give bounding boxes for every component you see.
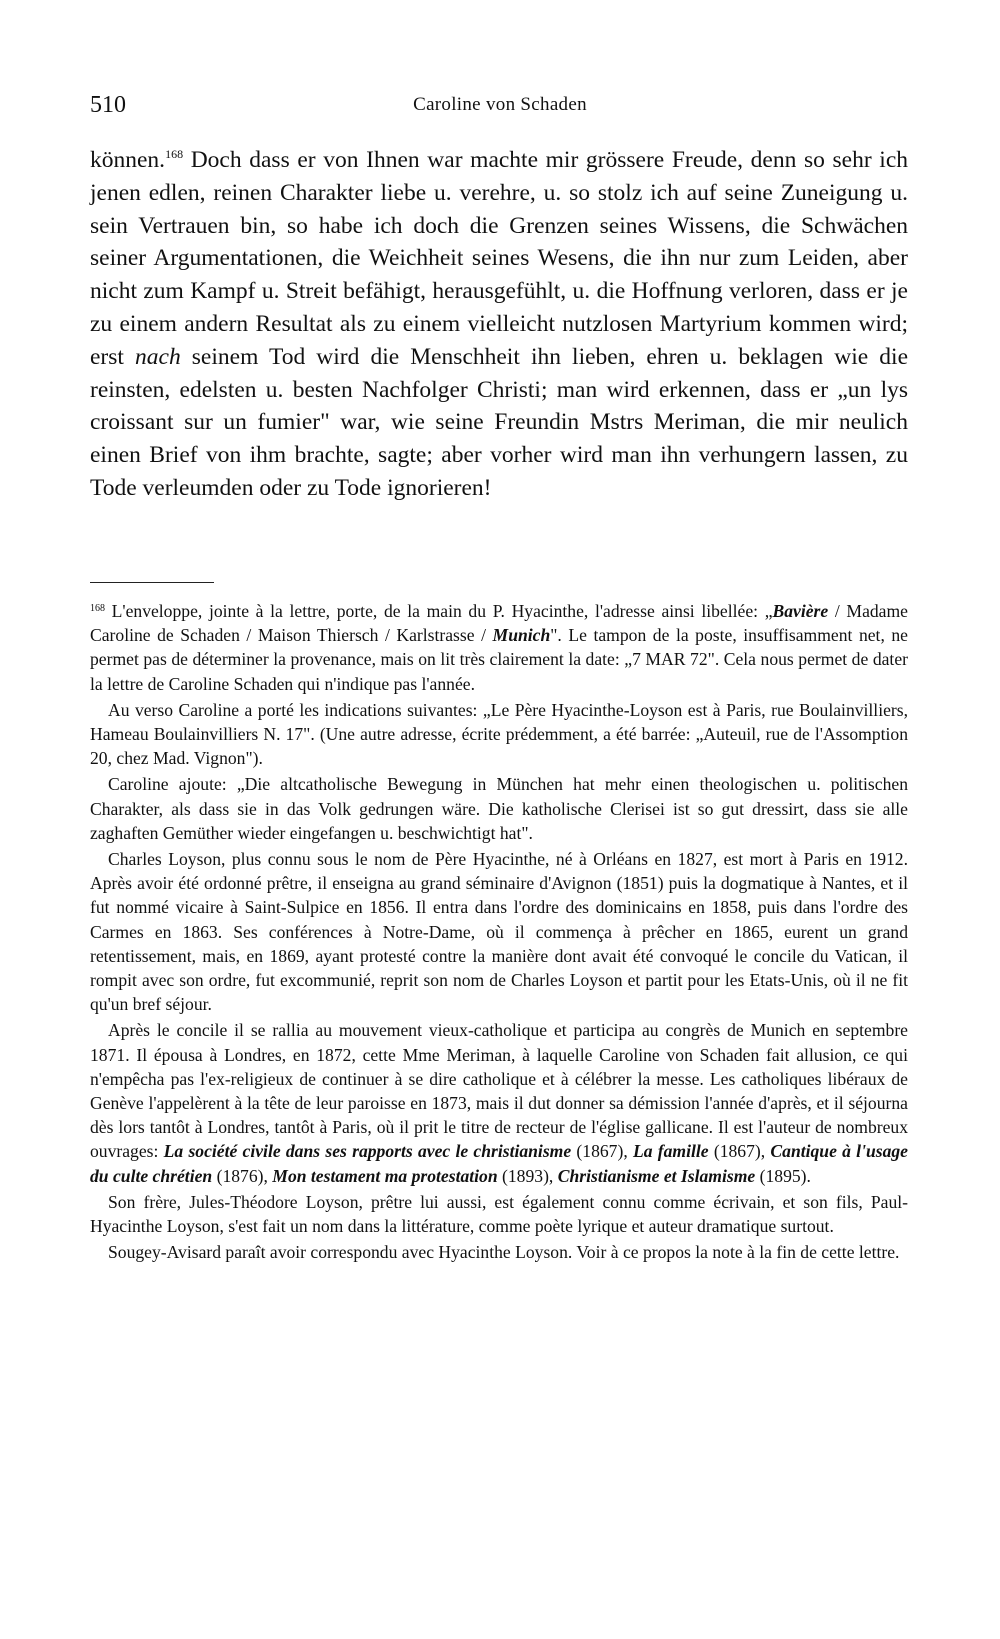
footnote-italic: Munich	[492, 625, 551, 646]
footnote-ref: 168	[165, 147, 184, 161]
footnote-divider	[90, 582, 214, 583]
footnote-italic: La famille	[632, 1141, 709, 1162]
footnote-italic: Cantique à l'usage du culte chrétien	[90, 1141, 908, 1186]
page-header	[90, 92, 910, 122]
footnote-text: Après le concile il se rallia au mouvement vieux-catholique et participa au congrès de Munich en septembre 1871. Il épousa à Londres, en 1872, cette Mme Meriman, à laquelle Caroline von Schaden fait allusion, ce qui n'empêcha pas l'ex-religieux de continuer à se dire catholique et à célébrer la messe. Les catholiques libéraux de Genève l'appelèrent à la tête de leur paroisse en 1873, mais il dut donner sa démission l'année d'après, et il séjourna dès lors tantôt à Londres, tantôt à Paris, où il prit le titre de recteur de l'église gallicane. Il est l'auteur de nombreux ouvrages:	[90, 1020, 908, 1162]
footnote-italic: Mon testament ma protestation	[272, 1165, 498, 1186]
footnote-text: ". Le tampon de la poste, insuffisamment net, ne permet pas de déterminer la provenance, mais on lit très clairement la date: „7 MAR 72". Cela nous permet de dater la lettre de Caroline Schaden qui n'indique pas l'année.	[90, 625, 908, 694]
footnote-paragraph: Charles Loyson, plus connu sous le nom de Père Hyacinthe, né à Orléans en 1827, est mort à Paris en 1912. Après avoir été ordonné prêtre, il enseigna au grand séminaire d'Avignon (1851) puis la dogmatique à Nantes, et il fut nommé vicaire à Saint-Sulpice en 1856. Il entra dans l'ordre des dominicains en 1858, puis dans l'ordre des Carmes en 1863. Ses conférences à Notre-Dame, où il commença à prêcher en 1865, eurent un grand retentissement, mais, en 1869, ayant protesté contre la manière dont avait été convoqué le concile du Vatican, il rompit avec son ordre, fut excommunié, reprit son nom de Charles Loyson et partit pour les Etats-Unis, où il ne fit qu'un bref séjour.	[90, 849, 908, 1015]
page-number: 510	[90, 92, 126, 118]
footnote-text: L'enveloppe, jointe à la lettre, porte, de la main du P. Hyacinthe, l'adresse ainsi libellée: „	[105, 601, 773, 621]
letter-text	[90, 144, 908, 505]
letter-text-part: können.	[90, 147, 166, 173]
footnote-italic: Christianisme et Islamisme	[557, 1165, 756, 1186]
footnote-italic: La société civile dans ses rapports avec le christianisme	[163, 1141, 572, 1162]
footnote-text: (1867),	[708, 1141, 771, 1162]
footnotes	[90, 599, 908, 1266]
footnote-168	[90, 599, 908, 696]
footnote-paragraph: Sougey-Avisard paraît avoir correspondu avec Hyacinthe Loyson. Voir à ce propos la note à la fin de cette lettre.	[108, 1242, 900, 1263]
letter-text-part: Doch dass er von Ihnen war machte mir grössere Freude, denn so sehr ich jenen edlen, reinen Charakter liebe u. verehre, u. so stolz ich auf seine Zuneigung u. sein Vertrauen bin, so habe ich doch die Grenzen seines Wissens, die Schwächen seiner Argumentationen, die Weichheit seines Wesens, die ihn nur zum Leiden, aber nicht zum Kampf u. Streit befähigt, herausgefühlt, u. die Hoffnung verloren, dass er je zu einem andern Resultat als zu einem vielleicht nutzlosen Martyrium kommen wird; erst	[90, 147, 908, 370]
running-title: Caroline von Schaden	[413, 94, 587, 115]
footnote-italic: Bavière	[772, 601, 829, 621]
footnote-text: (1895).	[755, 1165, 811, 1186]
footnote-paragraph: Caroline ajoute: „Die altcatholische Bewegung in München hat mehr einen theologischen u. politischen Charakter, als dass sie in das Volk gedrungen wäre. Die katholische Clerisei ist so gut dressirt, dass sie alle zaghaften Gemüther wieder eingefangen u. beschwichtigt hat".	[90, 774, 908, 843]
footnote-number: 168	[90, 603, 105, 614]
footnote-text: (1867),	[571, 1141, 633, 1162]
footnote-text: (1893),	[497, 1165, 558, 1186]
footnote-text: (1876),	[212, 1165, 273, 1186]
footnote-paragraph: Au verso Caroline a porté les indications suivantes: „Le Père Hyacinthe-Loyson est à Paris, rue Boulainvilliers, Hameau Boulainvilliers N. 17". (Une autre adresse, écrite prédemment, a été barrée: „Auteuil, rue de l'Assomption 20, chez Mad. Vignon").	[90, 699, 908, 769]
footnote-paragraph: Son frère, Jules-Théodore Loyson, prêtre lui aussi, est également connu comme écrivain, et son fils, Paul-Hyacinthe Loyson, s'est fait un nom dans la littérature, comme poète lyrique et auteur dramatique surtout.	[90, 1191, 908, 1237]
footnote-paragraph	[90, 1018, 908, 1187]
letter-text-italic: nach	[135, 343, 181, 370]
footnote-text: / Madame Caroline de Schaden / Maison Thiersch / Karlstrasse /	[90, 601, 908, 646]
letter-text-part: seinem Tod wird die Menschheit ihn lieben, ehren u. beklagen wie die reinsten, edelsten u. besten Nachfolger Christi; man wird erkennen, dass er „un lys croissant sur un fumier" war, wie seine Freundin Mstrs Meriman, die mir neulich einen Brief von ihm brachte, sagte; aber vorher wird man ihn verhungern lassen, zu Tode verleumden oder zu Tode ignorieren!	[90, 343, 908, 501]
